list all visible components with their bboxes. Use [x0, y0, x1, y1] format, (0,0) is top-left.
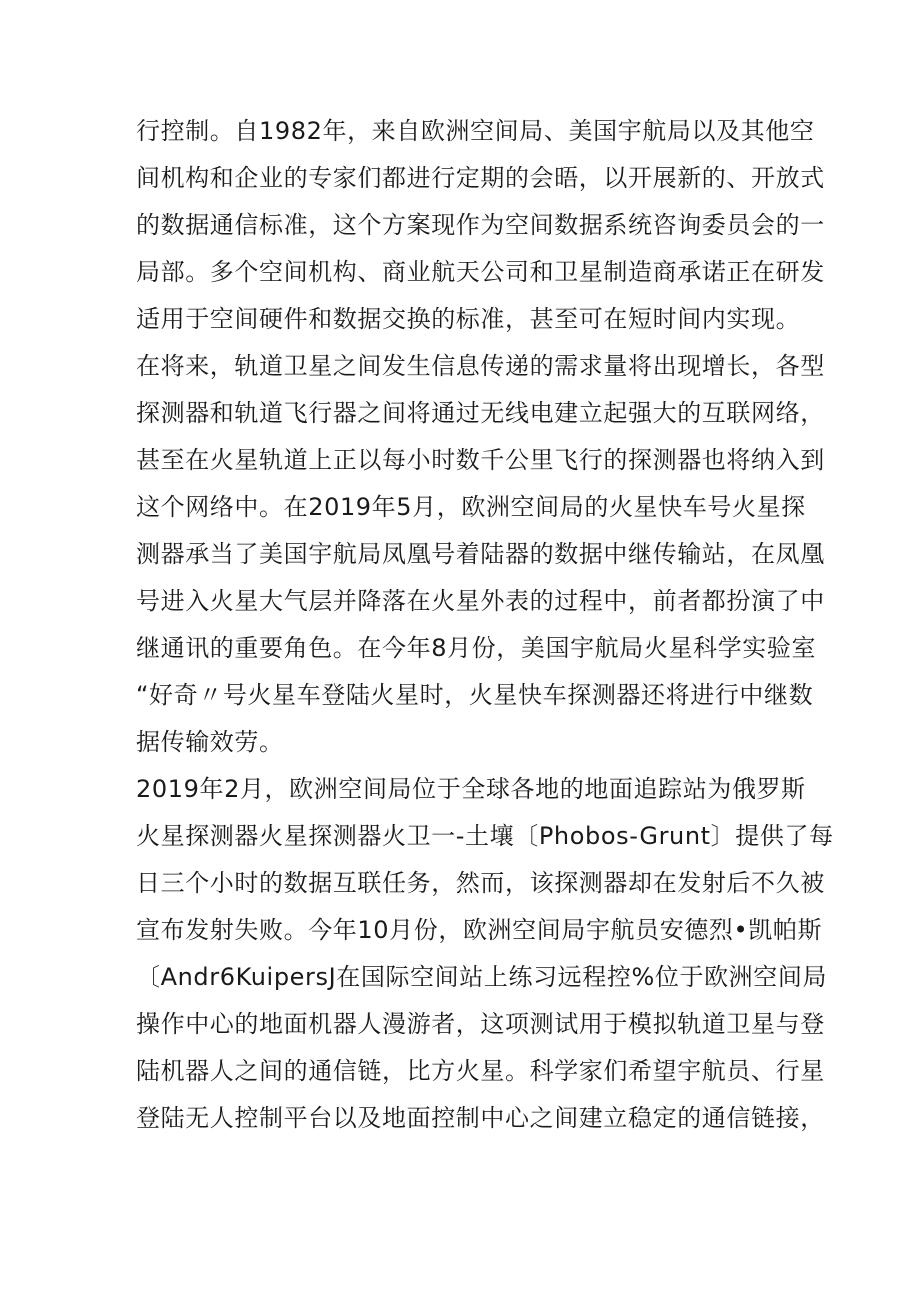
text-line: 这个网络中。在2019年5月，欧洲空间局的火星快车号火星探	[136, 493, 806, 521]
text-line: 的数据通信标准，这个方案现作为空间数据系统咨询委员会的一	[136, 211, 825, 239]
text-line: 登陆无人控制平台以及地面控制中心之间建立稳定的通信链接，	[136, 1104, 825, 1132]
text-line: 火星探测器火星探测器火卫一-土壤〔Phobos-Grunt〕提供了每	[136, 822, 834, 850]
document-text-body	[136, 108, 834, 1142]
text-line: 甚至在火星轨道上正以每小时数千公里飞行的探测器也将纳入到	[136, 446, 825, 474]
text-line: 陆机器人之间的通信链，比方火星。科学家们希望宇航员、行星	[136, 1057, 825, 1085]
text-line: 操作中心的地面机器人漫游者，这项测试用于模拟轨道卫星与登	[136, 1010, 825, 1038]
text-line: 2019年2月，欧洲空间局位于全球各地的地面追踪站为俄罗斯	[136, 775, 806, 803]
text-line: 在将来，轨道卫星之间发生信息传递的需求量将出现增长，各型	[136, 352, 825, 380]
text-line: 继通讯的重要角色。在今年8月份，美国宇航局火星科学实验室	[136, 634, 817, 662]
text-line: 宣布发射失败。今年10月份，欧洲空间局宇航员安德烈•凯帕斯	[136, 916, 823, 944]
text-line: 适用于空间硬件和数据交换的标准，甚至可在短时间内实现。	[136, 305, 801, 333]
text-line: 测器承当了美国宇航局凤凰号着陆器的数据中继传输站，在凤凰	[136, 540, 825, 568]
text-line: 据传输效劳。	[136, 728, 284, 756]
text-line: “好奇〃号火星车登陆火星时，火星快车探测器还将进行中继数	[136, 681, 814, 709]
text-line: 间机构和企业的专家们都进行定期的会晤，以开展新的、开放式	[136, 164, 825, 192]
text-line: 号进入火星大气层并降落在火星外表的过程中，前者都扮演了中	[136, 587, 825, 615]
text-line: 探测器和轨道飞行器之间将通过无线电建立起强大的互联网络，	[136, 399, 825, 427]
text-line: 局部。多个空间机构、商业航天公司和卫星制造商承诺正在研发	[136, 258, 825, 286]
text-line: 〔Andr6KuipersJ在国际空间站上练习远程控%位于欧洲空间局	[136, 963, 828, 991]
text-line: 日三个小时的数据互联任务，然而，该探测器却在发射后不久被	[136, 869, 825, 897]
text-line: 行控制。自1982年，来自欧洲空间局、美国宇航局以及其他空	[136, 117, 815, 145]
